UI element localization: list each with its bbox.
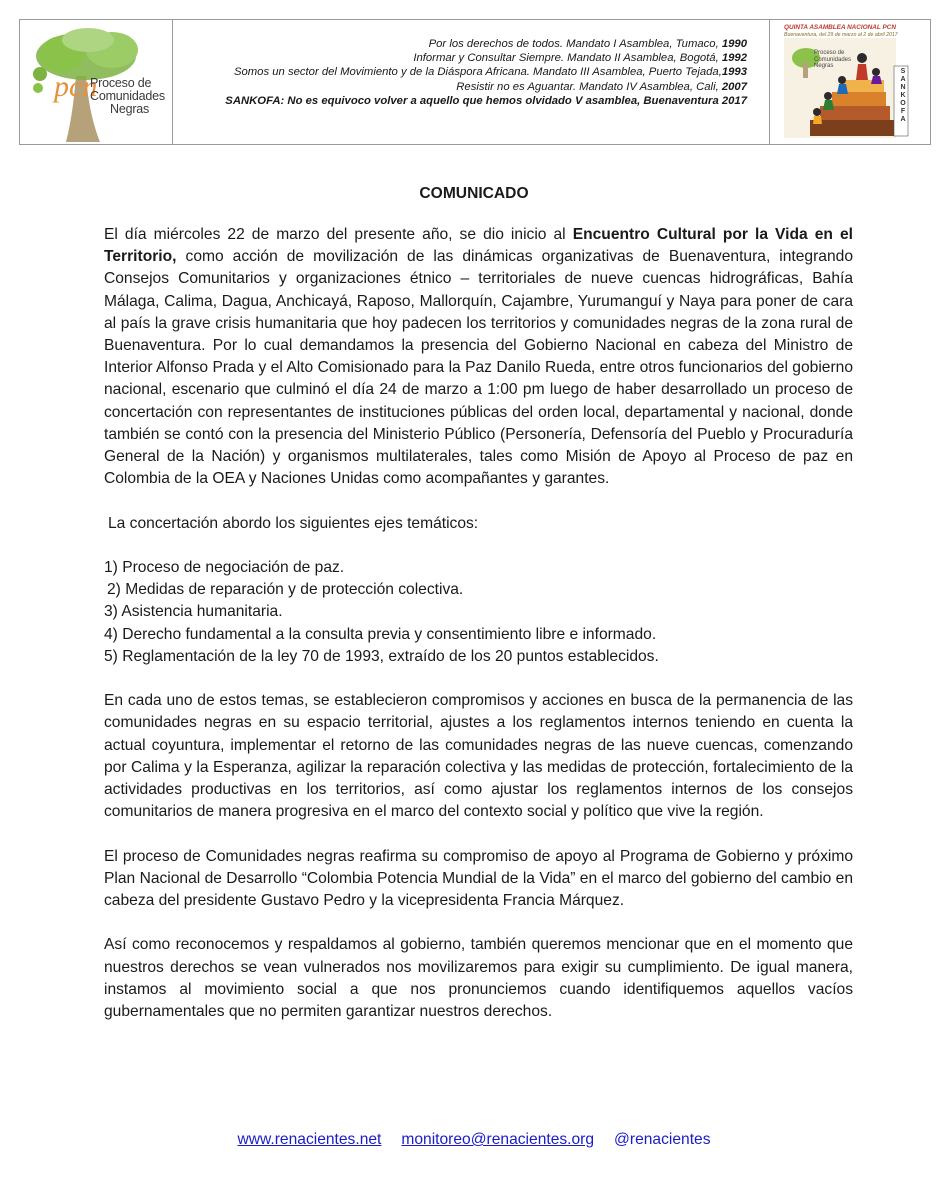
email-link[interactable]: monitoreo@renacientes.org [401,1131,595,1148]
mandate-line: Informar y Consultar Siempre. Mandato II Asamblea, Bogotá, 1992 [413,52,747,65]
list-item: 1) Proceso de negociación de paz. [104,559,345,577]
paragraph-4: El proceso de Comunidades negras reafirma su compromiso de apoyo al Programa de Gobierno y próximo Plan Nacional de Desarrollo “Colombia Potencia Mundial de la Vida” en el marco del gobierno del cambio en cabeza del presidente Gustavo Pedro y la vicepresidenta Francia Márquez. [104,847,853,910]
website-link[interactable]: www.renacientes.net [237,1131,382,1148]
letterhead [19,19,931,145]
paragraph-1: El día miércoles 22 de marzo del presente año, se dio inicio al Encuentro Cultural por la Vida en el Territorio, como acción de movilización de las dinámicas organizativas de Buenaventura, integrando Consejos Comunitarios y organizaciones étnico – territoriales de nueve cuencas hidrográficas, Bahía Málaga, Calima, Dagua, Anchicayá, Raposo, Mallorquín, Cajambre, Yurumanguí y Naya para poner de cara al país la grave crisis humanitaria que hoy padecen los territorios y comunidades negras de la zona rural de Buenaventura. Por lo cual demandamos la presencia del Gobierno Nacional en cabeza del Ministro de Interior Alfonso Prada y el Alto Comisionado para la Paz Danilo Rueda, entre otros funcionarios del gobierno nacional, escenario que culminó el día 24 de marzo a 1:00 pm luego de haber desarrollado un proceso de concertación con representantes de instituciones públicas del orden local, departamental y nacional, donde también se contó con la presencia del Ministerio Público (Personería, Defensoría del Pueblo y Procuraduría General de la Nación) y organismos multilaterales, tales como Misión de Apoyo al Proceso de paz en Colombia de la OEA y Naciones Unidas como acompañantes y garantes. [104,226,853,488]
paragraph-5: Así como reconocemos y respaldamos al gobierno, también queremos mencionar que en el momento que nuestros derechos se vean vulnerados nos movilizaremos para exigir su cumplimiento. De igual manera, instamos al movimiento social a que nos pronunciemos cuando identifiquemos aquellos vacíos gubernamentales que no permiten garantizar nuestros derechos. [104,936,853,1021]
mandate-line: Somos un sector del Movimiento y de la Diáspora Africana. Mandato III Asamblea, Puerto Tejada,1993 [233,66,747,79]
mandates-block [173,20,770,144]
logo-line-2: Comunidades [90,89,165,103]
paragraph-3: En cada uno de estos temas, se establecieron compromisos y acciones en busca de la permanencia de las comunidades negras en su espacio territorial, ajustes a los reglamentos internos teniendo en cuenta la actual coyuntura, implementar el retorno de las comunidades negras de las nueve cuencas, comenzando por Calima y la Esperanza, agilizar la reparación colectiva y las medidas de protección, fortalecimiento de la actividades productivas en los territorios, así como ajustar los reglamentos internos de los consejos comunitarios de manera progresiva en el marco del contexto social y político que vive la región. [104,692,853,821]
poster-letter: A [900,116,906,123]
assembly-poster-cell [770,20,930,144]
footer-contacts [0,1131,948,1149]
ejes-intro: La concertación abordo los siguientes ejes temáticos: [108,514,479,532]
list-item: 3) Asistencia humanitaria. [104,603,283,621]
social-handle: @renacientes [614,1131,711,1148]
poster-subtitle: Buenaventura, del 29 de marzo al 2 de abril 2017 [784,32,898,38]
poster-letter: N [900,84,906,91]
poster-letter: S [900,68,906,75]
pcn-mark: pcn [54,70,98,103]
list-item: 2) Medidas de reparación y de protección colectiva. [107,581,464,599]
event-name: Encuentro Cultural por la Vida en el Territorio, [104,226,853,266]
mandate-line: Resistir no es Aguantar. Mandato IV Asamblea, Cali, 2007 [456,80,747,93]
sankofa-line: SANKOFA: No es equivoco volver a aquello que hemos olvidado V asamblea, Buenaventura 2017 [225,94,747,107]
assembly-poster [784,24,912,140]
logo-line-3: Negras [110,102,150,116]
pcn-logo-cell [20,20,173,144]
logo-name [90,77,165,116]
poster-letter: O [900,100,906,107]
list-item: 5) Reglamentación de la ley 70 de 1993, extraído de los 20 puntos establecidos. [104,647,659,665]
poster-title: QUINTA ASAMBLEA NACIONAL PCN [784,24,896,31]
list-item: 4) Derecho fundamental a la consulta previa y consentimiento libre e informado. [104,625,657,643]
poster-pcn-name: Proceso de Comunidades Negras [814,50,852,69]
poster-letter: K [900,92,906,99]
document-body [104,224,853,1023]
poster-sankofa-vertical [898,68,908,124]
poster-letter: F [900,108,906,115]
poster-letter: A [900,76,906,83]
document-title: COMUNICADO [419,185,529,202]
mandate-line: Por los derechos de todos. Mandato I Asamblea, Tumaco, 1990 [428,38,747,50]
logo-line-1: Proceso de [90,76,152,90]
poster-artwork-icon [784,24,912,140]
